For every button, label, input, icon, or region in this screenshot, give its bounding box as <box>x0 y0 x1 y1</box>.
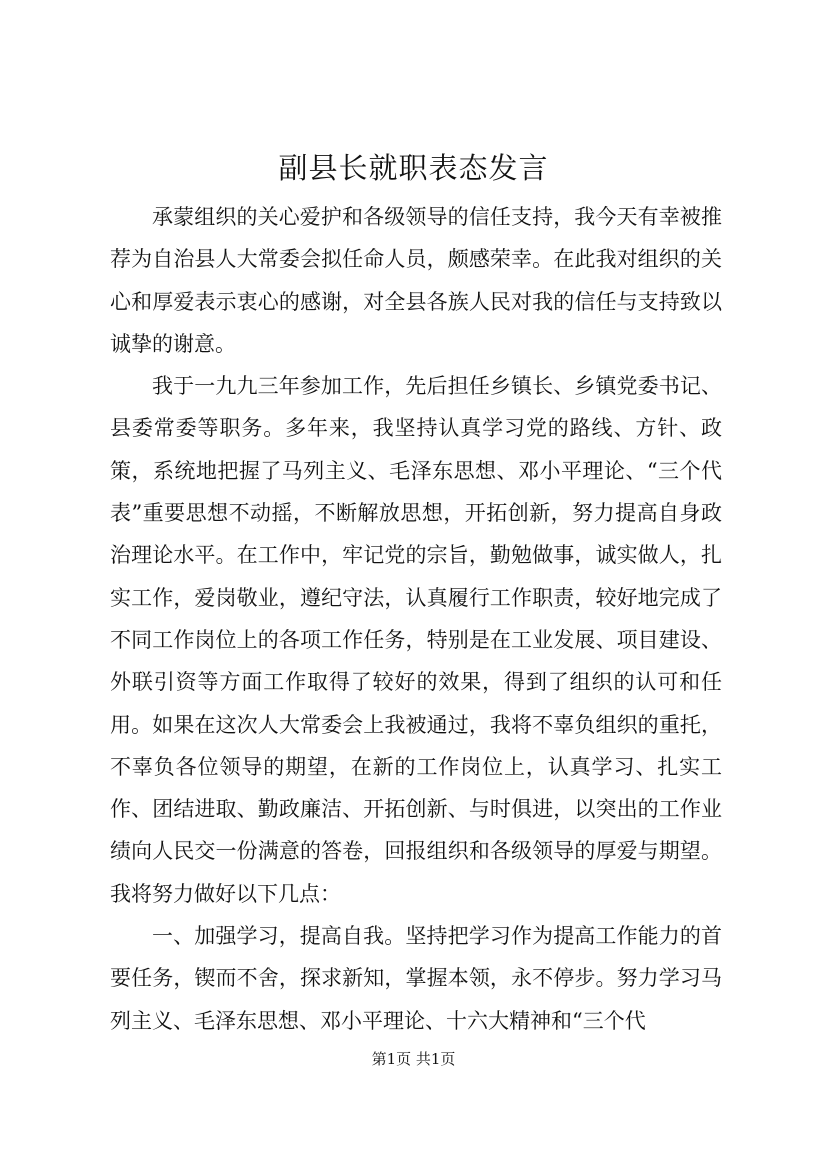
paragraph-gratitude: 承蒙组织的关心爱护和各级领导的信任支持，我今天有幸被推荐为自治县人大常委会拟任命人员，颇感荣幸。在此我对组织的关心和厚爱表示衷心的感谢，对全县各族人民对我的信任与支持致以诚挚的谢意。 <box>110 205 722 356</box>
document-body <box>110 196 722 1042</box>
document-title: 副县长就职表态发言 <box>278 151 549 185</box>
paragraph-work-history: 我于一九九三年参加工作，先后担任乡镇长、乡镇党委书记、县委常委等职务。多年来，我坚持认真学习党的路线、方针、政策，系统地把握了马列主义、毛泽东思想、邓小平理论、“三个代表”重要思想不动摇，不断解放思想，开拓创新，努力提高自身政治理论水平。在工作中，牢记党的宗旨，勤勉做事，诚实做人，扎实工作，爱岗敬业，遵纪守法，认真履行工作职责，较好地完成了不同工作岗位上的各项工作任务，特别是在工业发展、项目建设、外联引资等方面工作取得了较好的效果，得到了组织的认可和任用。如果在这次人大常委会上我被通过，我将不辜负组织的重托，不辜负各位领导的期望，在新的工作岗位上，认真学习、扎实工作、团结进取、勤政廉洁、开拓创新、与时俱进，以突出的工作业绩向人民交一份满意的答卷，回报组织和各级领导的厚爱与期望。我将努力做好以下几点： <box>110 374 722 906</box>
paragraph-point-one: 一、加强学习，提高自我。坚持把学习作为提高工作能力的首要任务，锲而不舍，探求新知，掌握本领，永不停步。努力学习马列主义、毛泽东思想、邓小平理论、十六大精神和“三个代 <box>110 924 722 1033</box>
page-footer: 第1页 共1页 <box>371 1050 456 1068</box>
